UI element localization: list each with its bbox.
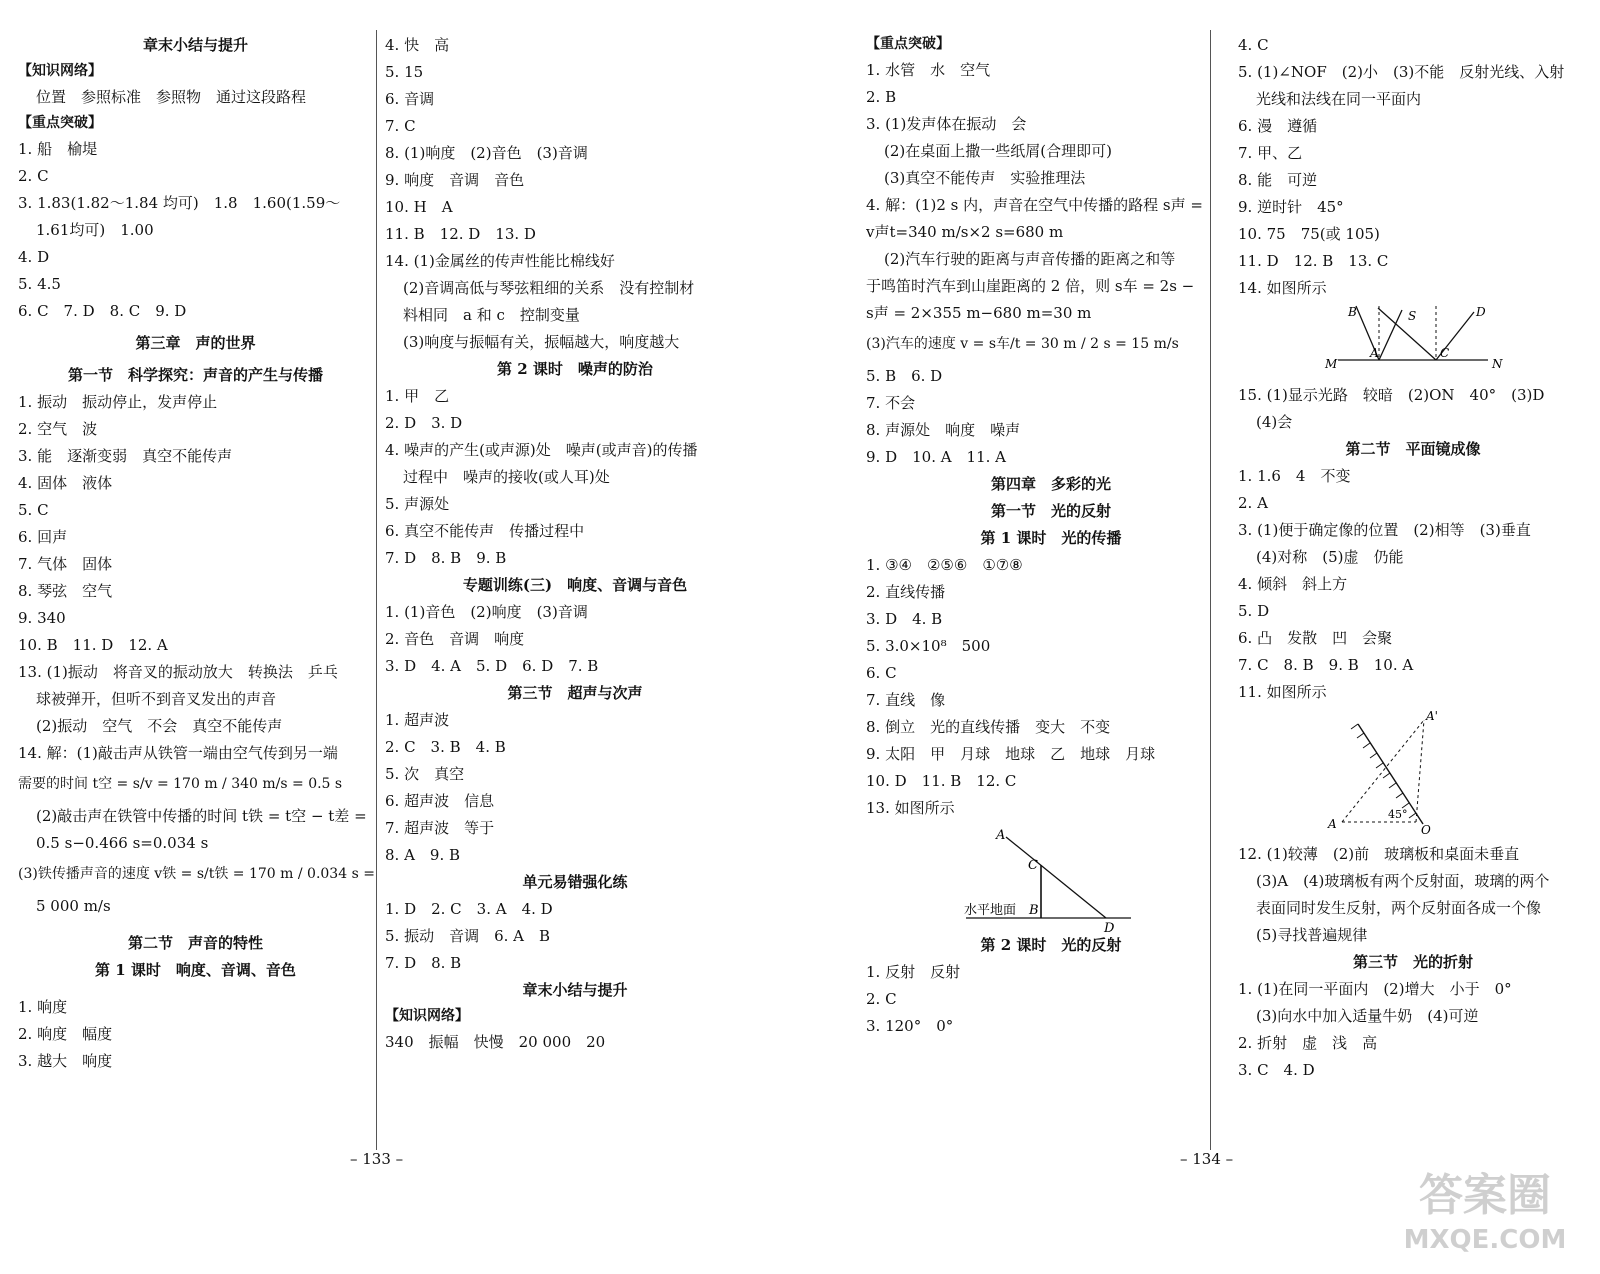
- answer-continuation: (3)向水中加入适量牛奶 (4)可逆: [1256, 1007, 1479, 1025]
- answer-line: 1. 船 榆堤: [18, 140, 98, 158]
- section-heading: 第 2 课时 光的反射: [980, 936, 1122, 954]
- answer-line: 2. 音色 音调 响度: [385, 630, 525, 648]
- answer-line: 3. D 4. A 5. D 6. D 7. B: [385, 657, 599, 675]
- answer-line: 6. 超声波 信息: [385, 792, 495, 810]
- answer-line: 1. 反射 反射: [866, 963, 961, 981]
- answer-line: 14. (1)金属丝的传声性能比棉线好: [385, 252, 615, 270]
- answer-continuation: (2)汽车行驶的距离与声音传播的距离之和等: [884, 250, 1176, 268]
- figure-block: [1238, 302, 1588, 382]
- answer-line: 6. C: [866, 664, 897, 682]
- answer-line: 5. 15: [385, 63, 424, 81]
- answer-line: 8. (1)响度 (2)音色 (3)音调: [385, 144, 588, 162]
- answer-line: 12. (1)较薄 (2)前 玻璃板和桌面未垂直: [1238, 845, 1520, 863]
- answer-line: 3. (1)发声体在振动 会: [866, 115, 1027, 133]
- chapter-heading: 第三章 声的世界: [135, 334, 256, 352]
- answer-line: 2. 折射 虚 浅 高: [1238, 1034, 1378, 1052]
- answer-line: 8. 声源处 响度 噪声: [866, 421, 1021, 439]
- spacer: [18, 984, 373, 994]
- answer-line: 6. 漫 遵循: [1238, 117, 1318, 135]
- answer-line: 8. 能 可逆: [1238, 171, 1318, 189]
- answer-line: 7. 不会: [866, 394, 916, 412]
- answer-line: 6. 回声: [18, 528, 68, 546]
- answer-continuation: 0.5 s−0.466 s=0.034 s: [36, 834, 209, 852]
- answer-continuation: 5 000 m/s: [36, 897, 111, 915]
- answer-line: 5. 声源处: [385, 495, 450, 513]
- answer-line: 3. 能 逐渐变弱 真空不能传声: [18, 447, 233, 465]
- answer-continuation: 料相同 a 和 c 控制变量: [403, 306, 580, 324]
- section-heading: 第 2 课时 噪声的防治: [497, 360, 653, 378]
- answer-line: 1. ③④ ②⑤⑥ ①⑦⑧: [866, 556, 1023, 574]
- answer-continuation: (2)音调高低与琴弦粗细的关系 没有控制材: [403, 279, 695, 297]
- answer-line: 6. 凸 发散 凹 会聚: [1238, 629, 1393, 647]
- answer-line: 2. A: [1238, 494, 1268, 512]
- answer-line: 2. 空气 波: [18, 420, 98, 438]
- answer-line: 13. (1)振动 将音叉的振动放大 转换法 乒乓: [18, 663, 338, 681]
- answer-line: 2. C: [866, 990, 897, 1008]
- column-divider: [376, 30, 377, 1150]
- figure-label: S: [1408, 309, 1417, 323]
- answer-line: 4. 倾斜 斜上方: [1238, 575, 1348, 593]
- answer-continuation: 1.61均可) 1.00: [36, 221, 154, 239]
- answer-line: 340 振幅 快慢 20 000 20: [385, 1033, 606, 1051]
- answer-line: 7. 甲、乙: [1238, 144, 1303, 162]
- answer-line: 10. D 11. B 12. C: [866, 772, 1017, 790]
- answer-line: 1. 振动 振动停止，发声停止: [18, 393, 218, 411]
- answer-line: v声t=340 m/s×2 s=680 m: [866, 223, 1064, 241]
- answer-line: 7. D 8. B 9. B: [385, 549, 507, 567]
- answer-continuation: (3)真空不能传声 实验推理法: [884, 169, 1086, 187]
- answer-continuation: 表面同时发生反射，两个反射面各成一个像: [1256, 899, 1542, 917]
- section-heading: 第一节 光的反射: [990, 502, 1111, 520]
- figure-label: B: [1348, 305, 1357, 319]
- answer-line: 7. C: [385, 117, 416, 135]
- answer-line: 9. 逆时针 45°: [1238, 198, 1344, 216]
- figure-label: O: [1421, 823, 1431, 837]
- answer-line: 11. D 12. B 13. C: [1238, 252, 1389, 270]
- answer-line: 13. 如图所示: [866, 799, 955, 817]
- answer-continuation: (3)A (4)玻璃板有两个反射面，玻璃的两个: [1256, 872, 1550, 890]
- answer-line: 1. 1.6 4 不变: [1238, 467, 1351, 485]
- answer-line: 1. (1)音色 (2)响度 (3)音调: [385, 603, 588, 621]
- figure-label: M: [1325, 357, 1338, 371]
- figure-label: 45°: [1388, 808, 1408, 821]
- answer-line: 9. 响度 音调 音色: [385, 171, 525, 189]
- answer-line: 2. 直线传播: [866, 583, 946, 601]
- section-heading: 第二节 声音的特性: [127, 934, 263, 952]
- figure-label: A': [1426, 709, 1438, 723]
- section-heading: 第三节 超声与次声: [507, 684, 643, 702]
- section-heading: 章末小结与提升: [142, 36, 248, 54]
- answer-line: 5. (1)∠NOF (2)小 (3)不能 反射光线、入射: [1238, 63, 1565, 81]
- formula-line: (3)汽车的速度 v = s车/t = 30 m / 2 s = 15 m/s: [866, 336, 1179, 352]
- column-2: [385, 32, 765, 1056]
- answer-line: 9. 太阳 甲 月球 地球 乙 地球 月球: [866, 745, 1156, 763]
- figure-13-diagram: [866, 822, 1166, 932]
- answer-continuation: (2)敲击声在铁管中传播的时间 t铁 = t空 − t差 =: [36, 807, 367, 825]
- formula-line: (3)铁传播声音的速度 v铁 = s/t铁 = 170 m / 0.034 s =: [18, 866, 375, 882]
- answer-line: 8. 琴弦 空气: [18, 582, 113, 600]
- answer-line: 2. C 3. B 4. B: [385, 738, 506, 756]
- answer-line: 2. C: [18, 167, 49, 185]
- answer-continuation: (3)响度与振幅有关，振幅越大，响度越大: [403, 333, 680, 351]
- answer-line: 7. D 8. B: [385, 954, 462, 972]
- answer-line: 5. 4.5: [18, 275, 61, 293]
- answer-continuation: (4)会: [1256, 413, 1293, 431]
- answer-line: 3. D 4. B: [866, 610, 943, 628]
- answer-line: 2. 响度 幅度: [18, 1025, 113, 1043]
- answer-line: 10. B 11. D 12. A: [18, 636, 168, 654]
- answer-line: 3. 越大 响度: [18, 1052, 113, 1070]
- answer-line: 5. 3.0×10⁸ 500: [866, 637, 991, 655]
- figure-label: A: [1370, 346, 1379, 360]
- answer-line: 3. 120° 0°: [866, 1017, 954, 1035]
- answer-line: 7. 直线 像: [866, 691, 946, 709]
- column-divider: [1210, 30, 1211, 1150]
- figure-label: A: [1328, 817, 1337, 831]
- answer-line: 6. C 7. D 8. C 9. D: [18, 302, 187, 320]
- section-heading: 第一节 科学探究：声音的产生与传播: [67, 366, 323, 384]
- answer-line: 10. 75 75(或 105): [1238, 225, 1380, 243]
- figure-label: B: [1029, 903, 1039, 918]
- watermark-url: MXQE.COM: [1403, 1225, 1567, 1255]
- answer-line: 8. A 9. B: [385, 846, 461, 864]
- answer-line: 1. 甲 乙: [385, 387, 450, 405]
- answer-line: 8. 倒立 光的直线传播 变大 不变: [866, 718, 1111, 736]
- figure-label: C: [1440, 346, 1450, 360]
- answer-continuation: 球被弹开，但听不到音叉发出的声音: [36, 690, 277, 708]
- answer-line: 9. 340: [18, 609, 66, 627]
- watermark-logo: [1385, 1160, 1585, 1260]
- column-1: [18, 32, 373, 1075]
- answer-line: 4. 噪声的产生(或声源)处 噪声(或声音)的传播: [385, 441, 698, 459]
- answer-line: 于鸣笛时汽车到山崖距离的 2 倍，则 s车 = 2s −: [866, 277, 1195, 295]
- page-number-left: – 133 –: [350, 1150, 404, 1168]
- answer-line: 3. C 4. D: [1238, 1061, 1315, 1079]
- answer-continuation: (2)振动 空气 不会 真空不能传声: [36, 717, 283, 735]
- answer-line: 5. B 6. D: [866, 367, 943, 385]
- section-heading: 单元易错强化练: [522, 873, 628, 891]
- answer-line: 1. D 2. C 3. A 4. D: [385, 900, 553, 918]
- answer-line: 11. 如图所示: [1238, 683, 1327, 701]
- figure-label: D: [1104, 921, 1115, 932]
- formula-line: 需要的时间 t空 = s/v = 170 m / 340 m/s = 0.5 s: [18, 776, 343, 792]
- answer-line: 5. 振动 音调 6. A B: [385, 927, 551, 945]
- answer-line: 15. (1)显示光路 较暗 (2)ON 40° (3)D: [1238, 386, 1545, 404]
- answer-line: 5. C: [18, 501, 49, 519]
- figure-label: D: [1476, 305, 1486, 319]
- answer-continuation: 位置 参照标准 参照物 通过这段路程: [36, 88, 307, 106]
- watermark-title: 答案圈: [1419, 1170, 1551, 1221]
- section-heading: 第三节 光的折射: [1352, 953, 1473, 971]
- answer-line: 4. D: [18, 248, 50, 266]
- answer-line: 4. 固体 液体: [18, 474, 113, 492]
- answer-line: 4. 快 高: [385, 36, 450, 54]
- answer-line: 6. 真空不能传声 传播过程中: [385, 522, 585, 540]
- section-heading: 章末小结与提升: [522, 981, 628, 999]
- spacer: [18, 920, 373, 930]
- figure-label: A: [996, 828, 1006, 843]
- section-heading: 第 1 课时 响度、音调、音色: [95, 961, 296, 979]
- figure-label: N: [1492, 357, 1503, 371]
- answer-line: 7. 超声波 等于: [385, 819, 495, 837]
- answer-line: 6. 音调: [385, 90, 435, 108]
- answer-line: 14. 解：(1)敲击声从铁管一端由空气传到另一端: [18, 744, 338, 762]
- section-heading: 第 1 课时 光的传播: [980, 529, 1122, 547]
- bracket-heading: 【知识网络】: [385, 1008, 469, 1024]
- answer-line: 1. 水管 水 空气: [866, 61, 991, 79]
- answer-line: s声 = 2×355 m−680 m=30 m: [866, 304, 1092, 322]
- answer-line: 14. 如图所示: [1238, 279, 1327, 297]
- answer-line: 7. 气体 固体: [18, 555, 113, 573]
- figure-11-diagram: [1238, 706, 1578, 841]
- answer-continuation: (4)对称 (5)虚 仍能: [1256, 548, 1404, 566]
- answer-continuation: 光线和法线在同一平面内: [1256, 90, 1422, 108]
- bracket-heading: 【重点突破】: [866, 36, 950, 52]
- figure-14-diagram: [1238, 302, 1578, 382]
- page-number-right: – 134 –: [1180, 1150, 1234, 1168]
- figure-label: 水平地面: [964, 903, 1017, 918]
- answer-line: 3. 1.83(1.82～1.84 均可) 1.8 1.60(1.59～: [18, 194, 341, 212]
- bracket-heading: 【知识网络】: [18, 63, 102, 79]
- answer-continuation: (2)在桌面上撒一些纸屑(合理即可): [884, 142, 1112, 160]
- answer-line: 2. B: [866, 88, 897, 106]
- section-heading: 第二节 平面镜成像: [1345, 440, 1481, 458]
- figure-block: [1238, 706, 1588, 841]
- answer-continuation: 过程中 噪声的接收(或人耳)处: [403, 468, 610, 486]
- answer-line: 11. B 12. D 13. D: [385, 225, 536, 243]
- answer-line: 4. 解：(1)2 s 内，声音在空气中传播的路程 s声 =: [866, 196, 1203, 214]
- column-4: [1238, 32, 1588, 1084]
- section-heading: 专题训练(三) 响度、音调与音色: [462, 576, 688, 594]
- answer-line: 2. D 3. D: [385, 414, 463, 432]
- answer-line: 7. C 8. B 9. B 10. A: [1238, 656, 1414, 674]
- answer-line: 3. (1)便于确定像的位置 (2)相等 (3)垂直: [1238, 521, 1531, 539]
- answer-line: 1. 响度: [18, 998, 68, 1016]
- column-3: [866, 32, 1236, 1040]
- answer-line: 4. C: [1238, 36, 1269, 54]
- section-heading: 第四章 多彩的光: [990, 475, 1111, 493]
- figure-label: C: [1028, 858, 1038, 873]
- answer-line: 5. D: [1238, 602, 1270, 620]
- bracket-heading: 【重点突破】: [18, 115, 102, 131]
- figure-block: [866, 822, 1236, 932]
- answer-line: 9. D 10. A 11. A: [866, 448, 1007, 466]
- answer-continuation: (5)寻找普遍规律: [1256, 926, 1368, 944]
- answer-line: 5. 次 真空: [385, 765, 465, 783]
- answer-line: 10. H A: [385, 198, 453, 216]
- answer-line: 1. (1)在同一平面内 (2)增大 小于 0°: [1238, 980, 1512, 998]
- answer-line: 1. 超声波: [385, 711, 450, 729]
